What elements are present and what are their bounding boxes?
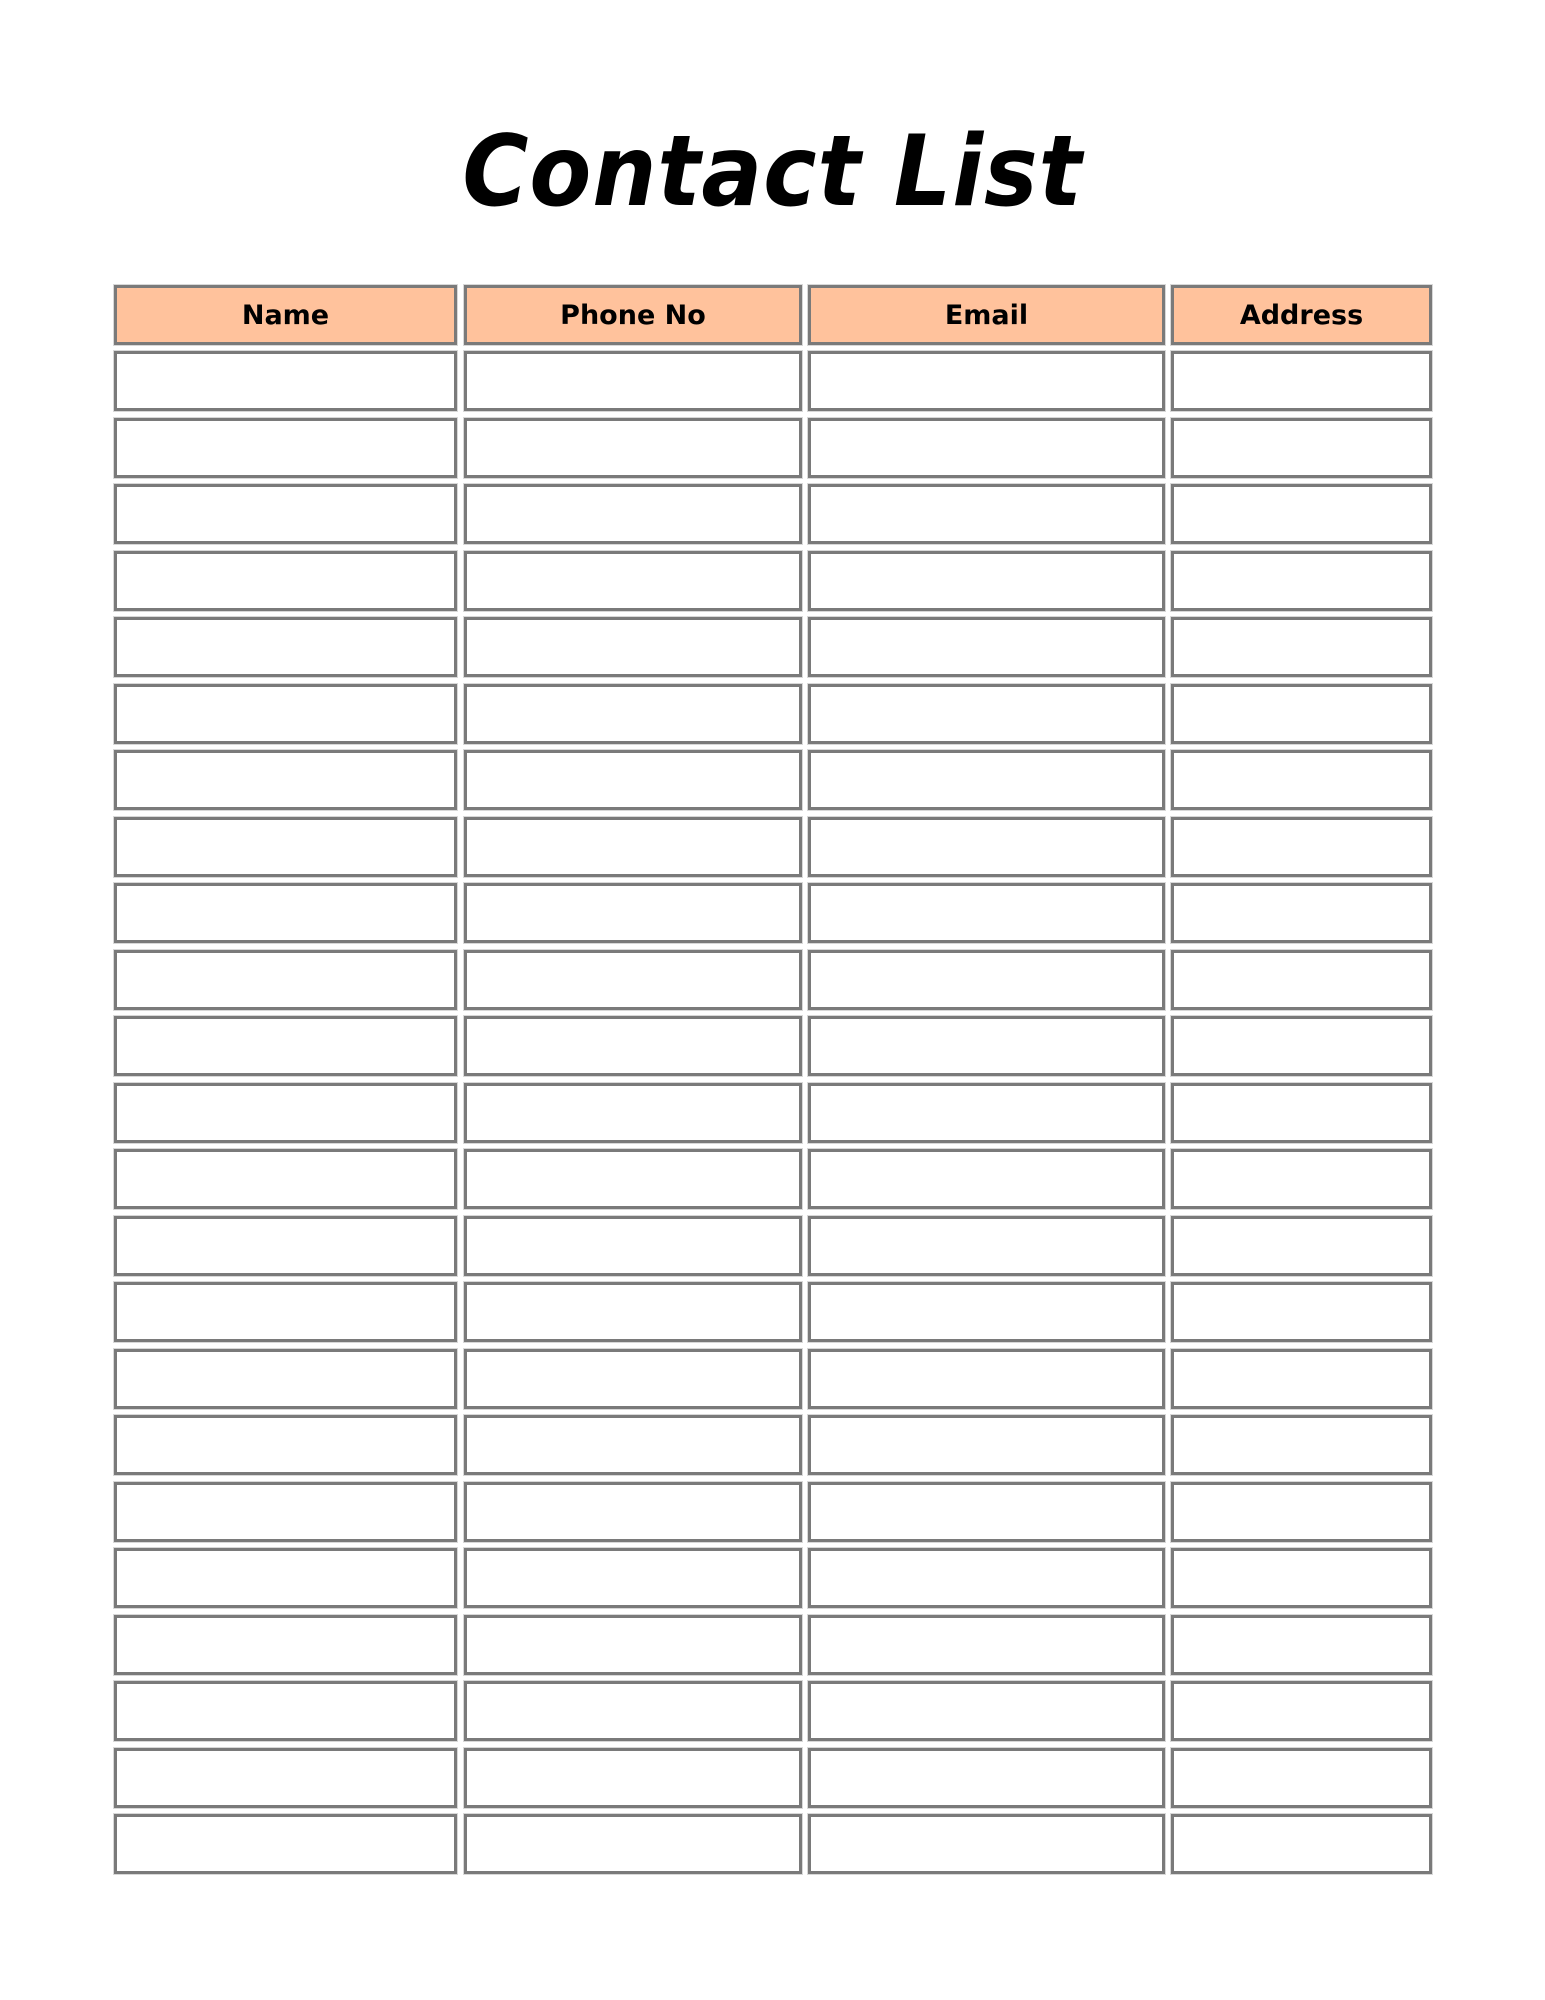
phone-cell[interactable] xyxy=(464,684,802,744)
table-row xyxy=(114,551,1432,611)
address-cell[interactable] xyxy=(1171,950,1432,1010)
email-cell[interactable] xyxy=(808,817,1165,877)
address-cell[interactable] xyxy=(1171,1282,1432,1342)
phone-cell[interactable] xyxy=(464,1814,802,1874)
table-row xyxy=(114,1216,1432,1276)
name-cell[interactable] xyxy=(114,1615,457,1675)
phone-cell[interactable] xyxy=(464,1415,802,1475)
name-cell[interactable] xyxy=(114,817,457,877)
email-cell[interactable] xyxy=(808,1349,1165,1409)
email-cell[interactable] xyxy=(808,1681,1165,1741)
column-header-email: Email xyxy=(808,285,1165,345)
phone-cell[interactable] xyxy=(464,551,802,611)
address-cell[interactable] xyxy=(1171,1149,1432,1209)
address-cell[interactable] xyxy=(1171,1482,1432,1542)
column-header-phone: Phone No xyxy=(464,285,802,345)
name-cell[interactable] xyxy=(114,1681,457,1741)
email-cell[interactable] xyxy=(808,1216,1165,1276)
address-cell[interactable] xyxy=(1171,1681,1432,1741)
address-cell[interactable] xyxy=(1171,1615,1432,1675)
table-row xyxy=(114,817,1432,877)
table-row xyxy=(114,484,1432,544)
phone-cell[interactable] xyxy=(464,1482,802,1542)
phone-cell[interactable] xyxy=(464,950,802,1010)
table-row xyxy=(114,351,1432,411)
column-header-address: Address xyxy=(1171,285,1432,345)
phone-cell[interactable] xyxy=(464,1681,802,1741)
email-cell[interactable] xyxy=(808,1548,1165,1608)
name-cell[interactable] xyxy=(114,484,457,544)
phone-cell[interactable] xyxy=(464,1548,802,1608)
address-cell[interactable] xyxy=(1171,551,1432,611)
table-row xyxy=(114,1282,1432,1342)
name-cell[interactable] xyxy=(114,1149,457,1209)
name-cell[interactable] xyxy=(114,551,457,611)
name-cell[interactable] xyxy=(114,750,457,810)
column-header-name: Name xyxy=(114,285,457,345)
email-cell[interactable] xyxy=(808,418,1165,478)
phone-cell[interactable] xyxy=(464,617,802,677)
email-cell[interactable] xyxy=(808,750,1165,810)
address-cell[interactable] xyxy=(1171,1083,1432,1143)
phone-cell[interactable] xyxy=(464,1282,802,1342)
name-cell[interactable] xyxy=(114,617,457,677)
address-cell[interactable] xyxy=(1171,1748,1432,1808)
phone-cell[interactable] xyxy=(464,883,802,943)
address-cell[interactable] xyxy=(1171,1548,1432,1608)
name-cell[interactable] xyxy=(114,1349,457,1409)
address-cell[interactable] xyxy=(1171,484,1432,544)
phone-cell[interactable] xyxy=(464,1149,802,1209)
table-row xyxy=(114,617,1432,677)
table-row xyxy=(114,950,1432,1010)
email-cell[interactable] xyxy=(808,883,1165,943)
email-cell[interactable] xyxy=(808,1615,1165,1675)
table-row xyxy=(114,1482,1432,1542)
table-row xyxy=(114,1814,1432,1874)
address-cell[interactable] xyxy=(1171,418,1432,478)
email-cell[interactable] xyxy=(808,950,1165,1010)
table-row xyxy=(114,418,1432,478)
table-row xyxy=(114,1149,1432,1209)
name-cell[interactable] xyxy=(114,1482,457,1542)
name-cell[interactable] xyxy=(114,1415,457,1475)
table-row xyxy=(114,750,1432,810)
table-row xyxy=(114,1083,1432,1143)
address-cell[interactable] xyxy=(1171,617,1432,677)
phone-cell[interactable] xyxy=(464,817,802,877)
phone-cell[interactable] xyxy=(464,1083,802,1143)
name-cell[interactable] xyxy=(114,1814,457,1874)
email-cell[interactable] xyxy=(808,551,1165,611)
address-cell[interactable] xyxy=(1171,684,1432,744)
name-cell[interactable] xyxy=(114,1748,457,1808)
address-cell[interactable] xyxy=(1171,1016,1432,1076)
table-row xyxy=(114,1415,1432,1475)
email-cell[interactable] xyxy=(808,1016,1165,1076)
name-cell[interactable] xyxy=(114,1216,457,1276)
phone-cell[interactable] xyxy=(464,1216,802,1276)
email-cell[interactable] xyxy=(808,1149,1165,1209)
name-cell[interactable] xyxy=(114,1083,457,1143)
table-row xyxy=(114,1681,1432,1741)
phone-cell[interactable] xyxy=(464,750,802,810)
table-header-row xyxy=(114,285,1432,345)
email-cell[interactable] xyxy=(808,1748,1165,1808)
phone-cell[interactable] xyxy=(464,484,802,544)
address-cell[interactable] xyxy=(1171,1415,1432,1475)
email-cell[interactable] xyxy=(808,617,1165,677)
table-row xyxy=(114,684,1432,744)
phone-cell[interactable] xyxy=(464,351,802,411)
table-row xyxy=(114,883,1432,943)
address-cell[interactable] xyxy=(1171,1216,1432,1276)
name-cell[interactable] xyxy=(114,1548,457,1608)
email-cell[interactable] xyxy=(808,1482,1165,1542)
email-cell[interactable] xyxy=(808,351,1165,411)
address-cell[interactable] xyxy=(1171,883,1432,943)
name-cell[interactable] xyxy=(114,1016,457,1076)
address-cell[interactable] xyxy=(1171,817,1432,877)
phone-cell[interactable] xyxy=(464,1349,802,1409)
name-cell[interactable] xyxy=(114,950,457,1010)
email-cell[interactable] xyxy=(808,1415,1165,1475)
email-cell[interactable] xyxy=(808,684,1165,744)
address-cell[interactable] xyxy=(1171,750,1432,810)
phone-cell[interactable] xyxy=(464,1615,802,1675)
name-cell[interactable] xyxy=(114,684,457,744)
phone-cell[interactable] xyxy=(464,1016,802,1076)
email-cell[interactable] xyxy=(808,1083,1165,1143)
address-cell[interactable] xyxy=(1171,351,1432,411)
table-row xyxy=(114,1016,1432,1076)
table-row xyxy=(114,1615,1432,1675)
address-cell[interactable] xyxy=(1171,1814,1432,1874)
phone-cell[interactable] xyxy=(464,418,802,478)
name-cell[interactable] xyxy=(114,1282,457,1342)
email-cell[interactable] xyxy=(808,484,1165,544)
address-cell[interactable] xyxy=(1171,1349,1432,1409)
table-row xyxy=(114,1349,1432,1409)
name-cell[interactable] xyxy=(114,418,457,478)
page-title: Contact List xyxy=(462,115,1083,229)
table-row xyxy=(114,1748,1432,1808)
name-cell[interactable] xyxy=(114,883,457,943)
phone-cell[interactable] xyxy=(464,1748,802,1808)
email-cell[interactable] xyxy=(808,1282,1165,1342)
name-cell[interactable] xyxy=(114,351,457,411)
email-cell[interactable] xyxy=(808,1814,1165,1874)
table-row xyxy=(114,1548,1432,1608)
